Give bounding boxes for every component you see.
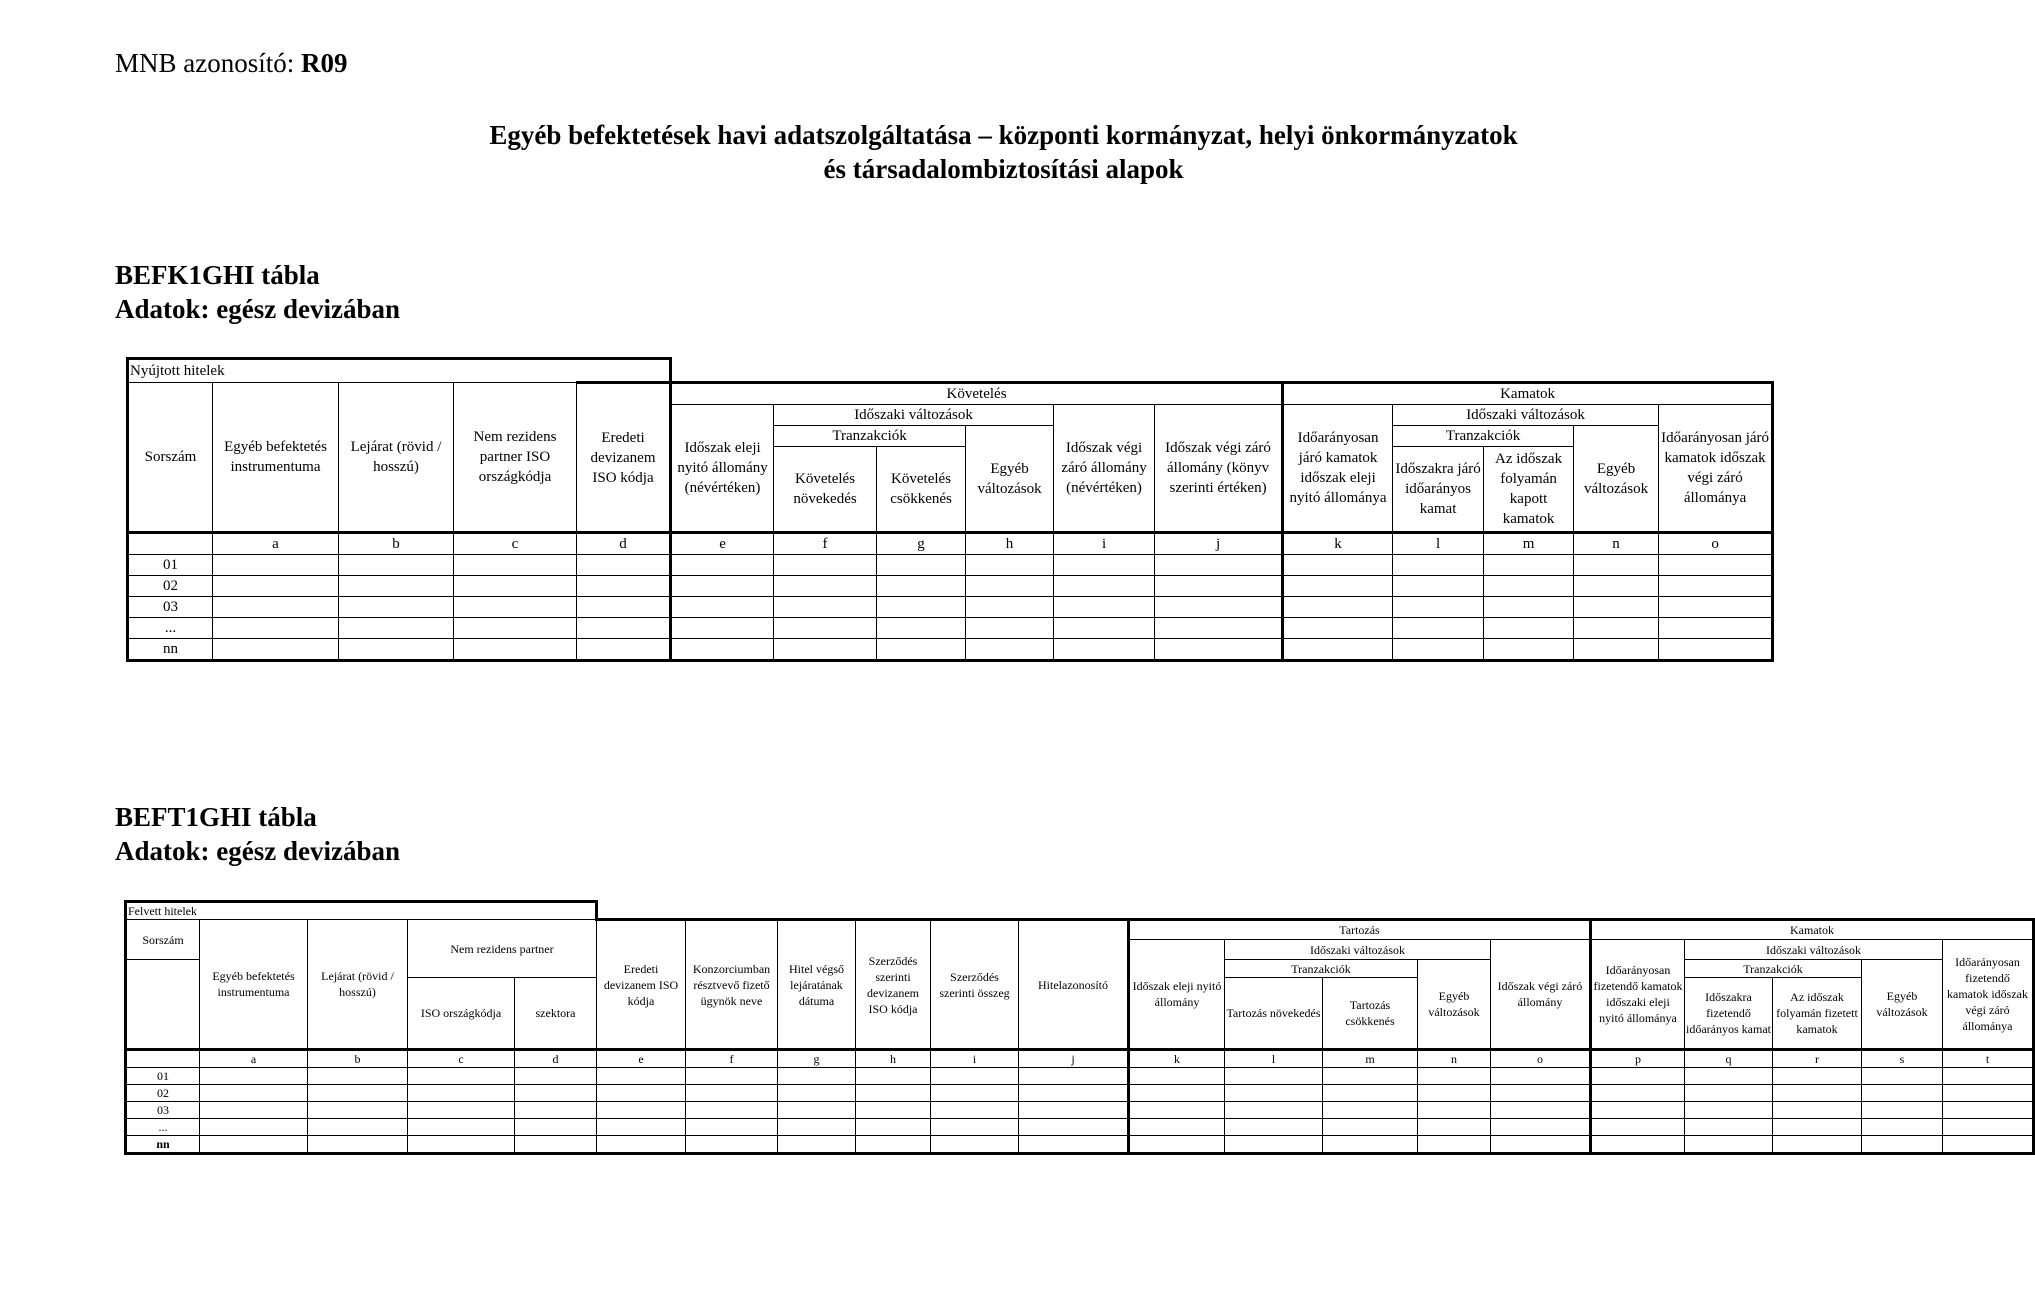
data-cell[interactable] — [1155, 597, 1283, 618]
section1-units: Adatok: egész devizában — [115, 294, 400, 324]
data-cell[interactable] — [1659, 618, 1773, 639]
data-cell[interactable] — [1943, 1068, 2034, 1085]
row-number: 02 — [126, 1085, 200, 1102]
column-letter: n — [1418, 1050, 1491, 1068]
data-cell[interactable] — [1484, 576, 1574, 597]
data-cell[interactable] — [597, 1068, 686, 1085]
column-letter: b — [308, 1050, 408, 1068]
row-number: nn — [126, 1136, 200, 1154]
data-cell[interactable] — [1323, 1119, 1418, 1136]
header-s: Egyéb változások — [1862, 960, 1943, 1050]
table-row — [126, 1102, 2034, 1119]
data-cell[interactable] — [1484, 639, 1574, 661]
data-cell[interactable] — [213, 576, 339, 597]
column-letter: o — [1659, 533, 1773, 555]
data-cell[interactable] — [1283, 555, 1393, 576]
data-cell[interactable] — [1943, 1119, 2034, 1136]
top-label: Felvett hitelek — [126, 902, 597, 920]
data-cell[interactable] — [931, 1068, 1019, 1085]
data-cell[interactable] — [1862, 1119, 1943, 1136]
section2-heading — [115, 800, 400, 868]
section1-heading — [115, 258, 400, 326]
header-h: Egyéb változások — [966, 426, 1054, 533]
mnb-code: R09 — [301, 48, 348, 78]
column-letter: r — [1773, 1050, 1862, 1068]
data-cell[interactable] — [966, 597, 1054, 618]
data-cell[interactable] — [1685, 1102, 1773, 1119]
data-cell[interactable] — [671, 618, 774, 639]
header-c: Nem rezidens partner ISO országkódja — [454, 383, 577, 533]
data-cell[interactable] — [686, 1136, 778, 1154]
row-number: nn — [128, 639, 213, 661]
data-cell[interactable] — [1574, 576, 1659, 597]
data-cell[interactable] — [877, 576, 966, 597]
data-cell[interactable] — [686, 1119, 778, 1136]
data-cell[interactable] — [931, 1119, 1019, 1136]
data-cell[interactable] — [1019, 1119, 1129, 1136]
data-cell[interactable] — [1418, 1136, 1491, 1154]
data-cell[interactable] — [213, 597, 339, 618]
data-cell[interactable] — [686, 1102, 778, 1119]
header-g: Hitel végső lejáratának dátuma — [778, 920, 856, 1050]
data-cell[interactable] — [1574, 555, 1659, 576]
data-cell[interactable] — [339, 597, 454, 618]
data-cell[interactable] — [1323, 1085, 1418, 1102]
data-cell[interactable] — [1283, 618, 1393, 639]
data-cell[interactable] — [200, 1102, 308, 1119]
header-kamatok: Kamatok — [1283, 383, 1773, 405]
header-h: Szerződés szerinti devizanem ISO kódja — [856, 920, 931, 1050]
column-letter: p — [1591, 1050, 1685, 1068]
header-partner: Nem rezidens partner — [408, 920, 597, 978]
column-letter: d — [515, 1050, 597, 1068]
data-cell[interactable] — [966, 618, 1054, 639]
mnb-label: MNB azonosító: — [115, 48, 295, 78]
data-cell[interactable] — [686, 1085, 778, 1102]
column-letter: q — [1685, 1050, 1773, 1068]
column-letter: k — [1129, 1050, 1225, 1068]
header-c: ISO országkódja — [408, 978, 515, 1050]
column-letter: a — [200, 1050, 308, 1068]
row-number: 01 — [128, 555, 213, 576]
data-cell[interactable] — [408, 1102, 515, 1119]
data-cell[interactable] — [1484, 618, 1574, 639]
data-cell[interactable] — [966, 639, 1054, 661]
data-cell[interactable] — [1685, 1136, 1773, 1154]
data-cell[interactable] — [1054, 618, 1155, 639]
data-cell[interactable] — [1323, 1102, 1418, 1119]
data-cell[interactable] — [778, 1136, 856, 1154]
data-cell[interactable] — [1393, 597, 1484, 618]
data-cell[interactable] — [408, 1119, 515, 1136]
header-i: Időszak végi záró állomány (névértéken) — [1054, 405, 1155, 533]
data-cell[interactable] — [966, 555, 1054, 576]
column-letter: k — [1283, 533, 1393, 555]
data-cell[interactable] — [577, 618, 671, 639]
data-cell[interactable] — [1418, 1085, 1491, 1102]
data-cell[interactable] — [213, 639, 339, 661]
data-cell[interactable] — [597, 1119, 686, 1136]
data-cell[interactable] — [408, 1085, 515, 1102]
data-cell[interactable] — [1685, 1119, 1773, 1136]
header-p: Időarányosan fizetendő kamatok időszaki eleji nyitó állománya — [1591, 940, 1685, 1050]
data-cell[interactable] — [1129, 1085, 1225, 1102]
data-cell[interactable] — [213, 618, 339, 639]
data-cell[interactable] — [1129, 1119, 1225, 1136]
data-cell[interactable] — [1054, 639, 1155, 661]
row-number: 01 — [126, 1068, 200, 1085]
header-sorszam: Sorszám — [128, 383, 213, 533]
data-cell[interactable] — [778, 1068, 856, 1085]
column-letter: e — [671, 533, 774, 555]
column-letter: h — [856, 1050, 931, 1068]
data-cell[interactable] — [200, 1068, 308, 1085]
data-cell[interactable] — [339, 555, 454, 576]
data-cell[interactable] — [877, 618, 966, 639]
data-cell[interactable] — [454, 597, 577, 618]
data-cell[interactable] — [1862, 1102, 1943, 1119]
data-cell[interactable] — [1574, 639, 1659, 661]
title-line-2: és társadalombiztosítási alapok — [823, 154, 1184, 184]
data-cell[interactable] — [1773, 1136, 1862, 1154]
header-j: Hitelazonosító — [1019, 920, 1129, 1050]
data-cell[interactable] — [1054, 576, 1155, 597]
section1-table-name: BEFK1GHI tábla — [115, 260, 320, 290]
table-row — [128, 555, 1773, 576]
data-cell[interactable] — [966, 576, 1054, 597]
column-letter: i — [931, 1050, 1019, 1068]
data-cell[interactable] — [1054, 597, 1155, 618]
data-cell[interactable] — [1283, 597, 1393, 618]
data-cell[interactable] — [1574, 618, 1659, 639]
data-cell[interactable] — [1773, 1119, 1862, 1136]
data-cell[interactable] — [1225, 1068, 1323, 1085]
header-m: Tartozás csökkenés — [1323, 978, 1418, 1050]
data-cell[interactable] — [1129, 1068, 1225, 1085]
column-letter: m — [1484, 533, 1574, 555]
data-cell[interactable] — [1491, 1102, 1591, 1119]
data-cell[interactable] — [454, 639, 577, 661]
column-letter: l — [1225, 1050, 1323, 1068]
row-number: ... — [126, 1119, 200, 1136]
data-cell[interactable] — [200, 1136, 308, 1154]
data-cell[interactable] — [1019, 1068, 1129, 1085]
data-cell[interactable] — [1862, 1136, 1943, 1154]
column-letter: g — [877, 533, 966, 555]
table-row — [126, 1136, 2034, 1154]
header-e: Időszak eleji nyitó állomány (névértéken) — [671, 405, 774, 533]
column-letter: s — [1862, 1050, 1943, 1068]
data-cell[interactable] — [1155, 576, 1283, 597]
header-l: Tartozás növekedés — [1225, 978, 1323, 1050]
data-cell[interactable] — [1393, 555, 1484, 576]
data-cell[interactable] — [671, 576, 774, 597]
column-letter: j — [1019, 1050, 1129, 1068]
data-cell[interactable] — [1591, 1136, 1685, 1154]
column-letter: c — [454, 533, 577, 555]
data-cell[interactable] — [200, 1119, 308, 1136]
data-cell[interactable] — [671, 597, 774, 618]
data-cell[interactable] — [577, 576, 671, 597]
header-a: Egyéb befektetés instrumentuma — [200, 920, 308, 1050]
data-cell[interactable] — [515, 1136, 597, 1154]
data-cell[interactable] — [454, 555, 577, 576]
row-number: 03 — [126, 1102, 200, 1119]
data-cell[interactable] — [774, 555, 877, 576]
data-cell[interactable] — [1491, 1119, 1591, 1136]
header-n: Egyéb változások — [1418, 960, 1491, 1050]
header-kam-idoszaki: Időszaki változások — [1685, 940, 1943, 960]
column-letter: j — [1155, 533, 1283, 555]
data-cell[interactable] — [308, 1085, 408, 1102]
data-cell[interactable] — [686, 1068, 778, 1085]
header-kamatok: Kamatok — [1591, 920, 2034, 940]
column-letter: f — [774, 533, 877, 555]
data-cell[interactable] — [774, 639, 877, 661]
column-letter: l — [1393, 533, 1484, 555]
header-kov-tranzakciok: Tranzakciók — [774, 426, 966, 447]
column-letter: t — [1943, 1050, 2034, 1068]
header-q: Időszakra fizetendő időarányos kamat — [1685, 978, 1773, 1050]
data-cell[interactable] — [1484, 555, 1574, 576]
data-cell[interactable] — [515, 1068, 597, 1085]
section2-table-name: BEFT1GHI tábla — [115, 802, 317, 832]
data-cell[interactable] — [1323, 1136, 1418, 1154]
data-cell[interactable] — [454, 576, 577, 597]
header-sorszam: Sorszám — [126, 920, 200, 960]
data-cell[interactable] — [1773, 1068, 1862, 1085]
header-j: Időszak végi záró állomány (könyv szerinti értéken) — [1155, 405, 1283, 533]
data-cell[interactable] — [408, 1136, 515, 1154]
data-cell[interactable] — [774, 618, 877, 639]
data-cell[interactable] — [1685, 1068, 1773, 1085]
header-d: szektora — [515, 978, 597, 1050]
header-e: Eredeti devizanem ISO kódja — [597, 920, 686, 1050]
column-letter: d — [577, 533, 671, 555]
data-cell[interactable] — [671, 555, 774, 576]
data-cell[interactable] — [1054, 555, 1155, 576]
header-kam-tranzakciok: Tranzakciók — [1685, 960, 1862, 978]
data-cell[interactable] — [931, 1085, 1019, 1102]
header-b: Lejárat (rövid / hosszú) — [339, 383, 454, 533]
data-cell[interactable] — [774, 597, 877, 618]
data-cell[interactable] — [1591, 1102, 1685, 1119]
data-cell[interactable] — [515, 1085, 597, 1102]
header-o: Időszak végi záró állomány — [1491, 940, 1591, 1050]
data-cell[interactable] — [1491, 1068, 1591, 1085]
data-cell[interactable] — [200, 1085, 308, 1102]
data-cell[interactable] — [1943, 1085, 2034, 1102]
table-row — [126, 1068, 2034, 1085]
data-cell[interactable] — [1155, 639, 1283, 661]
data-cell[interactable] — [1418, 1102, 1491, 1119]
header-kam-tranzakciok: Tranzakciók — [1393, 426, 1574, 447]
beft1ghi-table — [124, 900, 2035, 1155]
data-cell[interactable] — [1283, 576, 1393, 597]
title-line-1: Egyéb befektetések havi adatszolgáltatása – központi kormányzat, helyi önkormányzatok — [489, 120, 1518, 150]
data-cell[interactable] — [877, 555, 966, 576]
data-cell[interactable] — [671, 639, 774, 661]
table-row — [128, 576, 1773, 597]
header-g: Követelés csökkenés — [877, 447, 966, 533]
data-cell[interactable] — [1129, 1102, 1225, 1119]
data-cell[interactable] — [1129, 1136, 1225, 1154]
data-cell[interactable] — [1225, 1102, 1323, 1119]
header-d: Eredeti devizanem ISO kódja — [577, 383, 671, 533]
data-cell[interactable] — [308, 1102, 408, 1119]
column-letter: h — [966, 533, 1054, 555]
header-i: Szerződés szerinti összeg — [931, 920, 1019, 1050]
data-cell[interactable] — [1019, 1102, 1129, 1119]
table-row — [128, 639, 1773, 661]
data-cell[interactable] — [1943, 1102, 2034, 1119]
header-f: Követelés növekedés — [774, 447, 877, 533]
data-cell[interactable] — [1659, 639, 1773, 661]
data-cell[interactable] — [1225, 1119, 1323, 1136]
header-f: Konzorciumban résztvevő fizető ügynök neve — [686, 920, 778, 1050]
data-cell[interactable] — [856, 1102, 931, 1119]
data-cell[interactable] — [515, 1102, 597, 1119]
column-letter: i — [1054, 533, 1155, 555]
column-letter: e — [597, 1050, 686, 1068]
data-cell[interactable] — [1862, 1085, 1943, 1102]
header-k: Időszak eleji nyitó állomány — [1129, 940, 1225, 1050]
data-cell[interactable] — [1659, 555, 1773, 576]
header-l: Időszakra járó időarányos kamat — [1393, 447, 1484, 533]
data-cell[interactable] — [1773, 1102, 1862, 1119]
data-cell[interactable] — [1574, 597, 1659, 618]
row-number: ... — [128, 618, 213, 639]
column-letter: n — [1574, 533, 1659, 555]
data-cell[interactable] — [454, 618, 577, 639]
data-cell[interactable] — [213, 555, 339, 576]
data-cell[interactable] — [1019, 1136, 1129, 1154]
data-cell[interactable] — [1591, 1068, 1685, 1085]
data-cell[interactable] — [1484, 597, 1574, 618]
row-number: 02 — [128, 576, 213, 597]
data-cell[interactable] — [308, 1068, 408, 1085]
table-row — [126, 1085, 2034, 1102]
data-cell[interactable] — [1393, 618, 1484, 639]
header-a: Egyéb befektetés instrumentuma — [213, 383, 339, 533]
data-cell[interactable] — [931, 1136, 1019, 1154]
header-t: Időarányosan fizetendő kamatok időszak végi záró állománya — [1943, 940, 2034, 1050]
data-cell[interactable] — [1019, 1085, 1129, 1102]
data-cell[interactable] — [1591, 1119, 1685, 1136]
data-cell[interactable] — [931, 1102, 1019, 1119]
data-cell[interactable] — [1155, 618, 1283, 639]
header-tart-idoszaki: Időszaki változások — [1225, 940, 1491, 960]
column-letter: a — [213, 533, 339, 555]
data-cell[interactable] — [1491, 1085, 1591, 1102]
data-cell[interactable] — [1418, 1119, 1491, 1136]
column-letter: m — [1323, 1050, 1418, 1068]
data-cell[interactable] — [577, 639, 671, 661]
header-b: Lejárat (rövid / hosszú) — [308, 920, 408, 1050]
data-cell[interactable] — [308, 1136, 408, 1154]
data-cell[interactable] — [774, 576, 877, 597]
header-m: Az időszak folyamán kapott kamatok — [1484, 447, 1574, 533]
column-letter: c — [408, 1050, 515, 1068]
data-cell[interactable] — [856, 1085, 931, 1102]
header-n: Egyéb változások — [1574, 426, 1659, 533]
data-cell[interactable] — [778, 1085, 856, 1102]
befk1ghi-table — [126, 357, 1774, 662]
data-cell[interactable] — [1659, 576, 1773, 597]
document-title — [0, 118, 2007, 186]
data-cell[interactable] — [1225, 1136, 1323, 1154]
data-cell[interactable] — [1225, 1085, 1323, 1102]
section2-units: Adatok: egész devizában — [115, 836, 400, 866]
data-cell[interactable] — [577, 555, 671, 576]
table-row — [128, 597, 1773, 618]
data-cell[interactable] — [1393, 639, 1484, 661]
header-kam-idoszaki: Időszaki változások — [1393, 405, 1659, 426]
data-cell[interactable] — [877, 597, 966, 618]
column-letter: f — [686, 1050, 778, 1068]
data-cell[interactable] — [339, 639, 454, 661]
data-cell[interactable] — [778, 1102, 856, 1119]
data-cell[interactable] — [597, 1085, 686, 1102]
data-cell[interactable] — [856, 1068, 931, 1085]
data-cell[interactable] — [1659, 597, 1773, 618]
data-cell[interactable] — [877, 639, 966, 661]
header-r: Az időszak folyamán fizetett kamatok — [1773, 978, 1862, 1050]
header-koveteles: Követelés — [671, 383, 1283, 405]
data-cell[interactable] — [597, 1136, 686, 1154]
data-cell[interactable] — [1943, 1136, 2034, 1154]
data-cell[interactable] — [339, 618, 454, 639]
header-tart-tranzakciok: Tranzakciók — [1225, 960, 1418, 978]
data-cell[interactable] — [1591, 1085, 1685, 1102]
column-letter: g — [778, 1050, 856, 1068]
data-cell[interactable] — [1393, 576, 1484, 597]
column-letter: o — [1491, 1050, 1591, 1068]
header-o: Időarányosan járó kamatok időszak végi záró állománya — [1659, 405, 1773, 533]
data-cell[interactable] — [1685, 1085, 1773, 1102]
data-cell[interactable] — [1323, 1068, 1418, 1085]
data-cell[interactable] — [408, 1068, 515, 1085]
data-cell[interactable] — [1491, 1136, 1591, 1154]
data-cell[interactable] — [778, 1119, 856, 1136]
table-row — [128, 618, 1773, 639]
header-k: Időarányosan járó kamatok időszak eleji nyitó állománya — [1283, 405, 1393, 533]
data-cell[interactable] — [597, 1102, 686, 1119]
data-cell[interactable] — [856, 1136, 931, 1154]
data-cell[interactable] — [1773, 1085, 1862, 1102]
row-number: 03 — [128, 597, 213, 618]
column-letter: b — [339, 533, 454, 555]
mnb-identifier — [115, 48, 348, 79]
data-cell[interactable] — [1283, 639, 1393, 661]
data-cell[interactable] — [856, 1119, 931, 1136]
top-label: Nyújtott hitelek — [128, 359, 671, 383]
header-kov-idoszaki: Időszaki változások — [774, 405, 1054, 426]
data-cell[interactable] — [515, 1119, 597, 1136]
data-cell[interactable] — [339, 576, 454, 597]
header-tartozas: Tartozás — [1129, 920, 1591, 940]
table-row — [126, 1119, 2034, 1136]
data-cell[interactable] — [1418, 1068, 1491, 1085]
data-cell[interactable] — [1155, 555, 1283, 576]
data-cell[interactable] — [308, 1119, 408, 1136]
data-cell[interactable] — [1862, 1068, 1943, 1085]
data-cell[interactable] — [577, 597, 671, 618]
